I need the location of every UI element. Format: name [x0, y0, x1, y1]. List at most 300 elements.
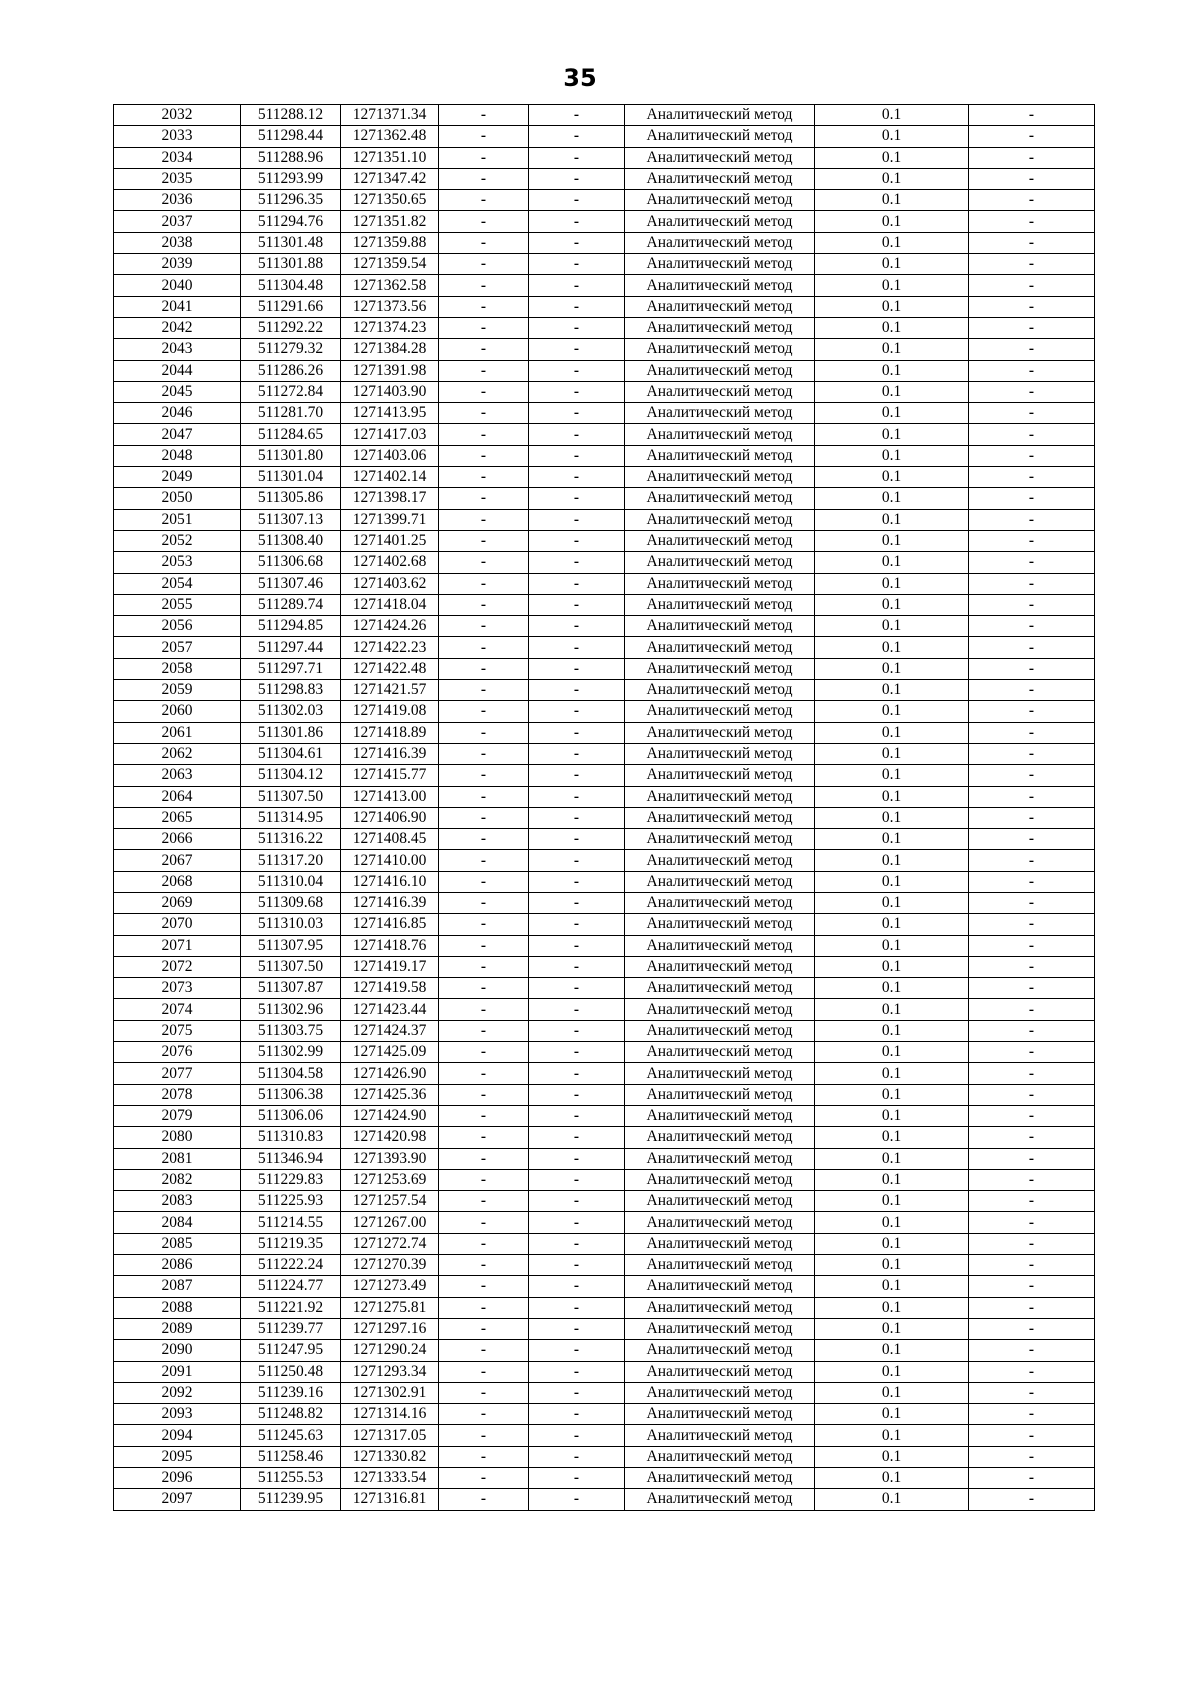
accuracy-cell: 0.1	[815, 658, 969, 679]
method-cell: Аналитический метод	[625, 190, 815, 211]
accuracy-cell: 0.1	[815, 403, 969, 424]
dash-cell: -	[529, 1042, 625, 1063]
x-coordinate-cell: 511293.99	[241, 168, 341, 189]
point-number-cell: 2094	[114, 1425, 241, 1446]
point-number-cell: 2080	[114, 1127, 241, 1148]
method-cell: Аналитический метод	[625, 701, 815, 722]
x-coordinate-cell: 511272.84	[241, 381, 341, 402]
method-cell: Аналитический метод	[625, 1255, 815, 1276]
method-cell: Аналитический метод	[625, 999, 815, 1020]
x-coordinate-cell: 511289.74	[241, 594, 341, 615]
dash-cell: -	[439, 360, 529, 381]
point-number-cell: 2034	[114, 147, 241, 168]
method-cell: Аналитический метод	[625, 1191, 815, 1212]
y-coordinate-cell: 1271362.48	[341, 126, 439, 147]
y-coordinate-cell: 1271399.71	[341, 509, 439, 530]
method-cell: Аналитический метод	[625, 594, 815, 615]
x-coordinate-cell: 511297.71	[241, 658, 341, 679]
x-coordinate-cell: 511306.06	[241, 1105, 341, 1126]
accuracy-cell: 0.1	[815, 978, 969, 999]
accuracy-cell: 0.1	[815, 509, 969, 530]
dash-cell: -	[969, 765, 1095, 786]
dash-cell: -	[529, 680, 625, 701]
dash-cell: -	[529, 1020, 625, 1041]
y-coordinate-cell: 1271423.44	[341, 999, 439, 1020]
dash-cell: -	[439, 722, 529, 743]
table-row	[114, 275, 1095, 296]
dash-cell: -	[529, 743, 625, 764]
dash-cell: -	[529, 296, 625, 317]
dash-cell: -	[969, 956, 1095, 977]
method-cell: Аналитический метод	[625, 1468, 815, 1489]
point-number-cell: 2097	[114, 1489, 241, 1510]
x-coordinate-cell: 511304.61	[241, 743, 341, 764]
point-number-cell: 2032	[114, 105, 241, 126]
dash-cell: -	[439, 1148, 529, 1169]
dash-cell: -	[439, 168, 529, 189]
accuracy-cell: 0.1	[815, 1127, 969, 1148]
table-row	[114, 1425, 1095, 1446]
table-row	[114, 1382, 1095, 1403]
x-coordinate-cell: 511214.55	[241, 1212, 341, 1233]
method-cell: Аналитический метод	[625, 956, 815, 977]
dash-cell: -	[969, 807, 1095, 828]
accuracy-cell: 0.1	[815, 552, 969, 573]
accuracy-cell: 0.1	[815, 1276, 969, 1297]
table-body	[114, 105, 1095, 1511]
table-row	[114, 1276, 1095, 1297]
x-coordinate-cell: 511286.26	[241, 360, 341, 381]
dash-cell: -	[439, 1255, 529, 1276]
y-coordinate-cell: 1271422.48	[341, 658, 439, 679]
x-coordinate-cell: 511297.44	[241, 637, 341, 658]
dash-cell: -	[969, 1169, 1095, 1190]
dash-cell: -	[529, 1468, 625, 1489]
y-coordinate-cell: 1271406.90	[341, 807, 439, 828]
table-row	[114, 488, 1095, 509]
dash-cell: -	[969, 1276, 1095, 1297]
dash-cell: -	[439, 1233, 529, 1254]
dash-cell: -	[439, 424, 529, 445]
dash-cell: -	[969, 1404, 1095, 1425]
y-coordinate-cell: 1271362.58	[341, 275, 439, 296]
method-cell: Аналитический метод	[625, 488, 815, 509]
x-coordinate-cell: 511309.68	[241, 892, 341, 913]
dash-cell: -	[969, 978, 1095, 999]
dash-cell: -	[969, 1318, 1095, 1339]
y-coordinate-cell: 1271418.76	[341, 935, 439, 956]
method-cell: Аналитический метод	[625, 317, 815, 338]
dash-cell: -	[969, 126, 1095, 147]
y-coordinate-cell: 1271422.23	[341, 637, 439, 658]
method-cell: Аналитический метод	[625, 1276, 815, 1297]
table-row	[114, 1468, 1095, 1489]
point-number-cell: 2087	[114, 1276, 241, 1297]
y-coordinate-cell: 1271273.49	[341, 1276, 439, 1297]
point-number-cell: 2075	[114, 1020, 241, 1041]
table-row	[114, 403, 1095, 424]
table-row	[114, 1233, 1095, 1254]
table-row	[114, 680, 1095, 701]
dash-cell: -	[529, 637, 625, 658]
table-row	[114, 1212, 1095, 1233]
x-coordinate-cell: 511302.96	[241, 999, 341, 1020]
accuracy-cell: 0.1	[815, 637, 969, 658]
point-number-cell: 2057	[114, 637, 241, 658]
y-coordinate-cell: 1271403.06	[341, 445, 439, 466]
x-coordinate-cell: 511302.03	[241, 701, 341, 722]
y-coordinate-cell: 1271333.54	[341, 1468, 439, 1489]
dash-cell: -	[439, 1382, 529, 1403]
table-row	[114, 701, 1095, 722]
accuracy-cell: 0.1	[815, 765, 969, 786]
dash-cell: -	[529, 126, 625, 147]
point-number-cell: 2063	[114, 765, 241, 786]
x-coordinate-cell: 511221.92	[241, 1297, 341, 1318]
y-coordinate-cell: 1271253.69	[341, 1169, 439, 1190]
y-coordinate-cell: 1271297.16	[341, 1318, 439, 1339]
x-coordinate-cell: 511245.63	[241, 1425, 341, 1446]
point-number-cell: 2035	[114, 168, 241, 189]
accuracy-cell: 0.1	[815, 1212, 969, 1233]
dash-cell: -	[969, 552, 1095, 573]
x-coordinate-cell: 511307.50	[241, 956, 341, 977]
table-row	[114, 1042, 1095, 1063]
y-coordinate-cell: 1271421.57	[341, 680, 439, 701]
dash-cell: -	[969, 1063, 1095, 1084]
accuracy-cell: 0.1	[815, 999, 969, 1020]
accuracy-cell: 0.1	[815, 232, 969, 253]
point-number-cell: 2096	[114, 1468, 241, 1489]
dash-cell: -	[529, 339, 625, 360]
dash-cell: -	[439, 1212, 529, 1233]
point-number-cell: 2038	[114, 232, 241, 253]
x-coordinate-cell: 511288.96	[241, 147, 341, 168]
dash-cell: -	[969, 1148, 1095, 1169]
dash-cell: -	[969, 1212, 1095, 1233]
x-coordinate-cell: 511229.83	[241, 1169, 341, 1190]
dash-cell: -	[529, 1212, 625, 1233]
table-row	[114, 190, 1095, 211]
point-number-cell: 2050	[114, 488, 241, 509]
table-row	[114, 1404, 1095, 1425]
dash-cell: -	[529, 573, 625, 594]
dash-cell: -	[439, 1297, 529, 1318]
method-cell: Аналитический метод	[625, 743, 815, 764]
dash-cell: -	[969, 232, 1095, 253]
dash-cell: -	[439, 850, 529, 871]
dash-cell: -	[529, 1084, 625, 1105]
x-coordinate-cell: 511301.80	[241, 445, 341, 466]
point-number-cell: 2083	[114, 1191, 241, 1212]
accuracy-cell: 0.1	[815, 1425, 969, 1446]
y-coordinate-cell: 1271359.54	[341, 254, 439, 275]
dash-cell: -	[969, 360, 1095, 381]
method-cell: Аналитический метод	[625, 1361, 815, 1382]
table-row	[114, 1148, 1095, 1169]
dash-cell: -	[439, 232, 529, 253]
method-cell: Аналитический метод	[625, 1233, 815, 1254]
dash-cell: -	[969, 1105, 1095, 1126]
coordinates-table	[113, 104, 1095, 1511]
dash-cell: -	[529, 1382, 625, 1403]
dash-cell: -	[969, 999, 1095, 1020]
y-coordinate-cell: 1271425.36	[341, 1084, 439, 1105]
y-coordinate-cell: 1271351.10	[341, 147, 439, 168]
x-coordinate-cell: 511281.70	[241, 403, 341, 424]
dash-cell: -	[439, 190, 529, 211]
method-cell: Аналитический метод	[625, 829, 815, 850]
y-coordinate-cell: 1271330.82	[341, 1446, 439, 1467]
method-cell: Аналитический метод	[625, 786, 815, 807]
dash-cell: -	[439, 1468, 529, 1489]
table-row	[114, 211, 1095, 232]
point-number-cell: 2060	[114, 701, 241, 722]
method-cell: Аналитический метод	[625, 1084, 815, 1105]
accuracy-cell: 0.1	[815, 722, 969, 743]
accuracy-cell: 0.1	[815, 126, 969, 147]
dash-cell: -	[439, 552, 529, 573]
accuracy-cell: 0.1	[815, 445, 969, 466]
table-row	[114, 765, 1095, 786]
method-cell: Аналитический метод	[625, 147, 815, 168]
accuracy-cell: 0.1	[815, 211, 969, 232]
dash-cell: -	[439, 594, 529, 615]
table-row	[114, 232, 1095, 253]
x-coordinate-cell: 511303.75	[241, 1020, 341, 1041]
table-row	[114, 935, 1095, 956]
point-number-cell: 2085	[114, 1233, 241, 1254]
x-coordinate-cell: 511307.50	[241, 786, 341, 807]
x-coordinate-cell: 511301.04	[241, 467, 341, 488]
dash-cell: -	[969, 871, 1095, 892]
accuracy-cell: 0.1	[815, 1446, 969, 1467]
x-coordinate-cell: 511225.93	[241, 1191, 341, 1212]
dash-cell: -	[969, 850, 1095, 871]
dash-cell: -	[969, 786, 1095, 807]
table-row	[114, 722, 1095, 743]
dash-cell: -	[529, 850, 625, 871]
point-number-cell: 2067	[114, 850, 241, 871]
method-cell: Аналитический метод	[625, 1063, 815, 1084]
point-number-cell: 2061	[114, 722, 241, 743]
dash-cell: -	[969, 530, 1095, 551]
x-coordinate-cell: 511302.99	[241, 1042, 341, 1063]
x-coordinate-cell: 511304.12	[241, 765, 341, 786]
point-number-cell: 2082	[114, 1169, 241, 1190]
method-cell: Аналитический метод	[625, 1169, 815, 1190]
point-number-cell: 2088	[114, 1297, 241, 1318]
dash-cell: -	[969, 509, 1095, 530]
accuracy-cell: 0.1	[815, 317, 969, 338]
accuracy-cell: 0.1	[815, 1020, 969, 1041]
dash-cell: -	[439, 1489, 529, 1510]
dash-cell: -	[969, 190, 1095, 211]
accuracy-cell: 0.1	[815, 1063, 969, 1084]
x-coordinate-cell: 511298.44	[241, 126, 341, 147]
point-number-cell: 2048	[114, 445, 241, 466]
y-coordinate-cell: 1271419.17	[341, 956, 439, 977]
point-number-cell: 2076	[114, 1042, 241, 1063]
point-number-cell: 2079	[114, 1105, 241, 1126]
dash-cell: -	[969, 701, 1095, 722]
y-coordinate-cell: 1271416.10	[341, 871, 439, 892]
dash-cell: -	[439, 509, 529, 530]
dash-cell: -	[439, 999, 529, 1020]
y-coordinate-cell: 1271290.24	[341, 1340, 439, 1361]
x-coordinate-cell: 511294.85	[241, 616, 341, 637]
y-coordinate-cell: 1271374.23	[341, 317, 439, 338]
dash-cell: -	[969, 1489, 1095, 1510]
dash-cell: -	[439, 296, 529, 317]
dash-cell: -	[439, 126, 529, 147]
method-cell: Аналитический метод	[625, 978, 815, 999]
x-coordinate-cell: 511301.86	[241, 722, 341, 743]
dash-cell: -	[969, 573, 1095, 594]
y-coordinate-cell: 1271272.74	[341, 1233, 439, 1254]
dash-cell: -	[439, 1169, 529, 1190]
dash-cell: -	[439, 1446, 529, 1467]
table-row	[114, 552, 1095, 573]
method-cell: Аналитический метод	[625, 935, 815, 956]
accuracy-cell: 0.1	[815, 616, 969, 637]
dash-cell: -	[529, 1255, 625, 1276]
dash-cell: -	[529, 403, 625, 424]
y-coordinate-cell: 1271426.90	[341, 1063, 439, 1084]
x-coordinate-cell: 511224.77	[241, 1276, 341, 1297]
x-coordinate-cell: 511304.58	[241, 1063, 341, 1084]
point-number-cell: 2069	[114, 892, 241, 913]
x-coordinate-cell: 511219.35	[241, 1233, 341, 1254]
table-row	[114, 1020, 1095, 1041]
point-number-cell: 2064	[114, 786, 241, 807]
table-row	[114, 1105, 1095, 1126]
dash-cell: -	[439, 467, 529, 488]
x-coordinate-cell: 511296.35	[241, 190, 341, 211]
dash-cell: -	[969, 403, 1095, 424]
dash-cell: -	[969, 1084, 1095, 1105]
table-row	[114, 467, 1095, 488]
x-coordinate-cell: 511222.24	[241, 1255, 341, 1276]
table-row	[114, 105, 1095, 126]
dash-cell: -	[529, 956, 625, 977]
x-coordinate-cell: 511258.46	[241, 1446, 341, 1467]
method-cell: Аналитический метод	[625, 871, 815, 892]
dash-cell: -	[529, 1489, 625, 1510]
accuracy-cell: 0.1	[815, 488, 969, 509]
dash-cell: -	[529, 1404, 625, 1425]
dash-cell: -	[439, 530, 529, 551]
accuracy-cell: 0.1	[815, 1191, 969, 1212]
dash-cell: -	[439, 317, 529, 338]
dash-cell: -	[529, 658, 625, 679]
y-coordinate-cell: 1271408.45	[341, 829, 439, 850]
point-number-cell: 2091	[114, 1361, 241, 1382]
method-cell: Аналитический метод	[625, 914, 815, 935]
point-number-cell: 2049	[114, 467, 241, 488]
dash-cell: -	[529, 1340, 625, 1361]
point-number-cell: 2055	[114, 594, 241, 615]
accuracy-cell: 0.1	[815, 339, 969, 360]
accuracy-cell: 0.1	[815, 871, 969, 892]
accuracy-cell: 0.1	[815, 360, 969, 381]
dash-cell: -	[529, 232, 625, 253]
table-row	[114, 850, 1095, 871]
dash-cell: -	[969, 147, 1095, 168]
point-number-cell: 2036	[114, 190, 241, 211]
dash-cell: -	[529, 978, 625, 999]
accuracy-cell: 0.1	[815, 1489, 969, 1510]
table-row	[114, 786, 1095, 807]
point-number-cell: 2033	[114, 126, 241, 147]
y-coordinate-cell: 1271359.88	[341, 232, 439, 253]
point-number-cell: 2042	[114, 317, 241, 338]
dash-cell: -	[529, 1127, 625, 1148]
y-coordinate-cell: 1271391.98	[341, 360, 439, 381]
point-number-cell: 2068	[114, 871, 241, 892]
dash-cell: -	[969, 829, 1095, 850]
accuracy-cell: 0.1	[815, 424, 969, 445]
method-cell: Аналитический метод	[625, 168, 815, 189]
dash-cell: -	[439, 445, 529, 466]
point-number-cell: 2071	[114, 935, 241, 956]
accuracy-cell: 0.1	[815, 254, 969, 275]
y-coordinate-cell: 1271410.00	[341, 850, 439, 871]
accuracy-cell: 0.1	[815, 1148, 969, 1169]
x-coordinate-cell: 511307.95	[241, 935, 341, 956]
x-coordinate-cell: 511279.32	[241, 339, 341, 360]
dash-cell: -	[529, 807, 625, 828]
point-number-cell: 2037	[114, 211, 241, 232]
dash-cell: -	[969, 254, 1095, 275]
point-number-cell: 2039	[114, 254, 241, 275]
y-coordinate-cell: 1271424.37	[341, 1020, 439, 1041]
accuracy-cell: 0.1	[815, 1468, 969, 1489]
accuracy-cell: 0.1	[815, 914, 969, 935]
point-number-cell: 2073	[114, 978, 241, 999]
dash-cell: -	[969, 168, 1095, 189]
dash-cell: -	[529, 445, 625, 466]
dash-cell: -	[529, 594, 625, 615]
dash-cell: -	[439, 978, 529, 999]
method-cell: Аналитический метод	[625, 275, 815, 296]
accuracy-cell: 0.1	[815, 1361, 969, 1382]
y-coordinate-cell: 1271350.65	[341, 190, 439, 211]
dash-cell: -	[529, 722, 625, 743]
point-number-cell: 2072	[114, 956, 241, 977]
accuracy-cell: 0.1	[815, 1233, 969, 1254]
dash-cell: -	[969, 424, 1095, 445]
method-cell: Аналитический метод	[625, 1148, 815, 1169]
dash-cell: -	[439, 147, 529, 168]
method-cell: Аналитический метод	[625, 637, 815, 658]
dash-cell: -	[529, 530, 625, 551]
method-cell: Аналитический метод	[625, 296, 815, 317]
point-number-cell: 2065	[114, 807, 241, 828]
accuracy-cell: 0.1	[815, 168, 969, 189]
point-number-cell: 2093	[114, 1404, 241, 1425]
method-cell: Аналитический метод	[625, 892, 815, 913]
accuracy-cell: 0.1	[815, 573, 969, 594]
method-cell: Аналитический метод	[625, 573, 815, 594]
table-row	[114, 381, 1095, 402]
x-coordinate-cell: 511250.48	[241, 1361, 341, 1382]
accuracy-cell: 0.1	[815, 275, 969, 296]
method-cell: Аналитический метод	[625, 254, 815, 275]
table-row	[114, 1191, 1095, 1212]
y-coordinate-cell: 1271402.14	[341, 467, 439, 488]
accuracy-cell: 0.1	[815, 467, 969, 488]
